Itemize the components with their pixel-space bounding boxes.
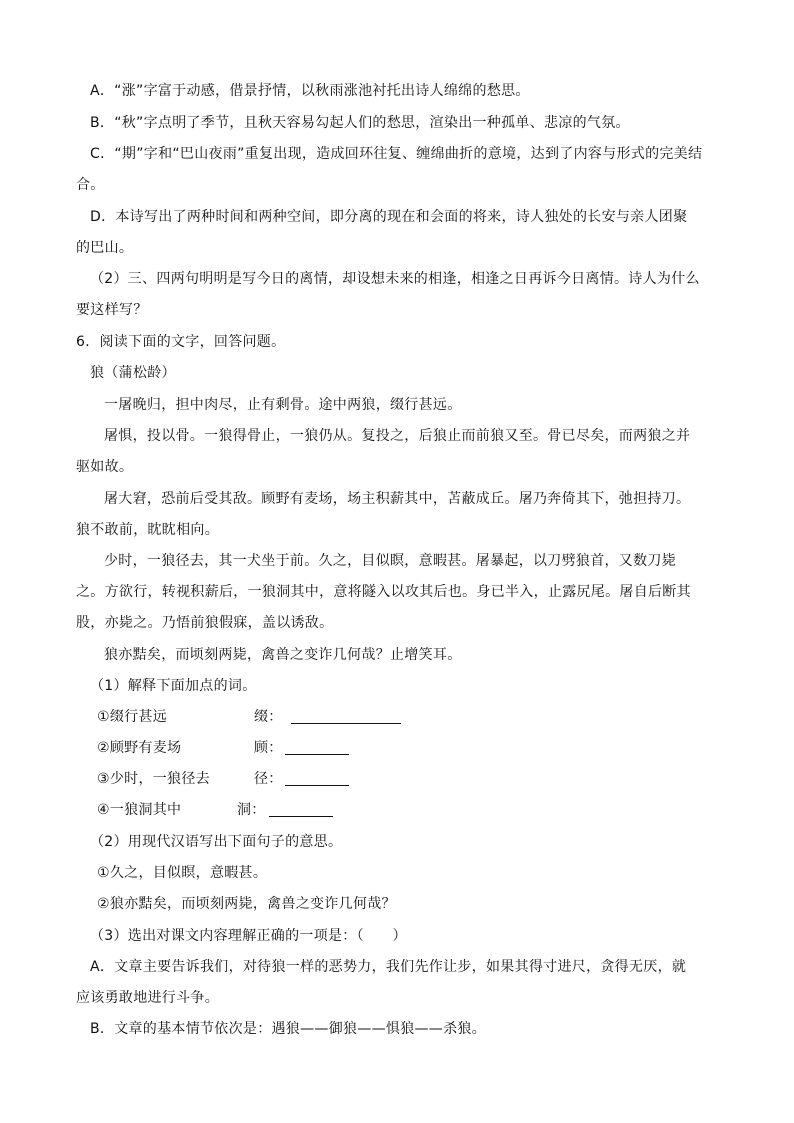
q6-sub2-prompt: （2）用现代汉语写出下面句子的意思。 [90, 834, 343, 850]
passage-title: 狼（蒲松龄） [90, 365, 176, 381]
answer-blank[interactable] [291, 709, 401, 724]
vocab-label: 洞： [237, 802, 266, 818]
q5-option-c-line2: 合。 [76, 177, 105, 193]
q5-sub2-line1: （2）三、四两句明明是写今日的离情，却设想未来的相逢，相逢之日再诉今日离情。诗人为什么 [90, 271, 700, 287]
vocab-phrase: ②顾野有麦场 [97, 740, 182, 756]
q5-option-b: B．“秋”字点明了季节，且秋天容易勾起人们的愁思，渲染出一种孤单、悲凉的气氛。 [90, 115, 630, 131]
q6-heading: 6．阅读下面的文字，回答问题。 [76, 334, 286, 350]
passage-para4-line3: 股，亦毙之。乃悟前狼假寐，盖以诱敌。 [76, 615, 334, 631]
passage-para3-line2: 狼不敢前，眈眈相向。 [76, 522, 219, 538]
q6-sub1-prompt: （1）解释下面加点的词。 [90, 678, 257, 694]
translate-sentence-1: ①久之，目似瞑，意暇甚。 [97, 865, 268, 881]
passage-para5: 狼亦黠矣，而顷刻两毙，禽兽之变诈几何哉？止增笑耳。 [104, 647, 462, 663]
q5-option-d-line1: D．本诗写出了两种时间和两种空间，即分离的现在和会面的将来，诗人独处的长安与亲人团聚 [90, 209, 688, 225]
passage-para2-line2: 驱如故。 [76, 459, 134, 475]
q5-option-c-line1: C．“期”字和“巴山夜雨”重复出现，造成回环往复、缠绵曲折的意境，达到了内容与形式的完美结 [90, 146, 703, 162]
vocab-label: 顾： [254, 740, 283, 756]
vocab-label: 径： [254, 771, 283, 787]
vocab-phrase: ④一狼洞其中 [97, 802, 182, 818]
translate-sentence-2: ②狼亦黠矣，而顷刻两毙，禽兽之变诈几何哉？ [97, 896, 396, 912]
vocab-phrase: ①缀行甚远 [97, 709, 168, 725]
vocab-phrase: ③少时，一狼径去 [97, 771, 210, 787]
vocab-item-3 [97, 769, 717, 789]
passage-para4-line2: 之。方欲行，转视积薪后，一狼洞其中，意将隧入以攻其后也。身已半入，止露尻尾。屠自后断其 [76, 584, 691, 600]
q6-sub3-option-a-line2: 应该勇敢地进行斗争。 [76, 990, 219, 1006]
q5-sub2-line2: 要这样写？ [76, 302, 148, 318]
answer-blank[interactable] [269, 802, 333, 817]
answer-blank[interactable] [285, 771, 349, 786]
q5-option-d-line2: 的巴山。 [76, 240, 134, 256]
vocab-item-4 [97, 800, 717, 820]
passage-para4-line1: 少时，一狼径去，其一犬坐于前。久之，目似瞑，意暇甚。屠暴起，以刀劈狼首，又数刀毙 [104, 553, 676, 569]
answer-blank[interactable] [285, 740, 349, 755]
vocab-item-2 [97, 738, 717, 758]
q6-sub3-option-b: B．文章的基本情节依次是：遇狼——御狼——惧狼——杀狼。 [90, 1021, 487, 1037]
q5-option-a: A．“涨”字富于动感，借景抒情，以秋雨涨池衬托出诗人绵绵的愁思。 [90, 83, 530, 99]
q6-sub3-option-a-line1: A．文章主要告诉我们，对待狼一样的恶势力，我们先作让步，如果其得寸进尺，贪得无厌，就 [90, 959, 687, 975]
vocab-label: 缀： [254, 709, 283, 725]
passage-para1: 一屠晚归，担中肉尽，止有剩骨。途中两狼，缀行甚远。 [104, 397, 462, 413]
passage-para2-line1: 屠惧，投以骨。一狼得骨止，一狼仍从。复投之，后狼止而前狼又至。骨已尽矣，而两狼之并 [104, 428, 691, 444]
passage-para3-line1: 屠大窘，恐前后受其敌。顾野有麦场，场主积薪其中，苫蔽成丘。屠乃奔倚其下，弛担持刀。 [104, 491, 691, 507]
q6-sub3-prompt: （3）选出对课文内容理解正确的一项是：（ ） [90, 928, 407, 944]
vocab-item-1 [97, 707, 717, 727]
